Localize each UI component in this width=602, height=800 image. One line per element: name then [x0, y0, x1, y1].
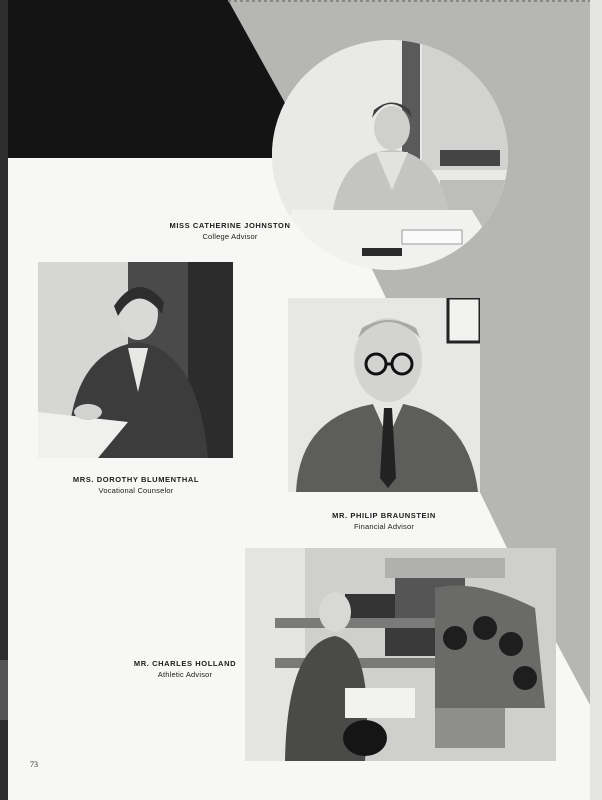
staff-title: Vocational Counselor	[98, 486, 174, 495]
staff-title: Athletic Advisor	[157, 670, 213, 679]
right-page-edge	[590, 0, 602, 800]
page-number: 73	[30, 760, 38, 769]
photo-philip-braunstein	[288, 298, 480, 492]
staff-name: MISS CATHERINE JOHNSTON	[169, 221, 291, 230]
caption-catherine-johnston	[150, 220, 310, 242]
caption-philip-braunstein	[304, 510, 464, 532]
photo-charles-holland	[245, 548, 556, 761]
caption-charles-holland	[110, 658, 260, 680]
left-edge-mark	[0, 660, 8, 720]
photo-dorothy-blumenthal	[38, 262, 233, 458]
staff-name: MR. PHILIP BRAUNSTEIN	[332, 511, 436, 520]
staff-title: College Advisor	[202, 232, 258, 241]
staff-name: MRS. DOROTHY BLUMENTHAL	[72, 475, 200, 484]
staff-name: MR. CHARLES HOLLAND	[133, 659, 237, 668]
staff-title: Financial Advisor	[353, 522, 415, 531]
caption-dorothy-blumenthal	[56, 474, 216, 496]
